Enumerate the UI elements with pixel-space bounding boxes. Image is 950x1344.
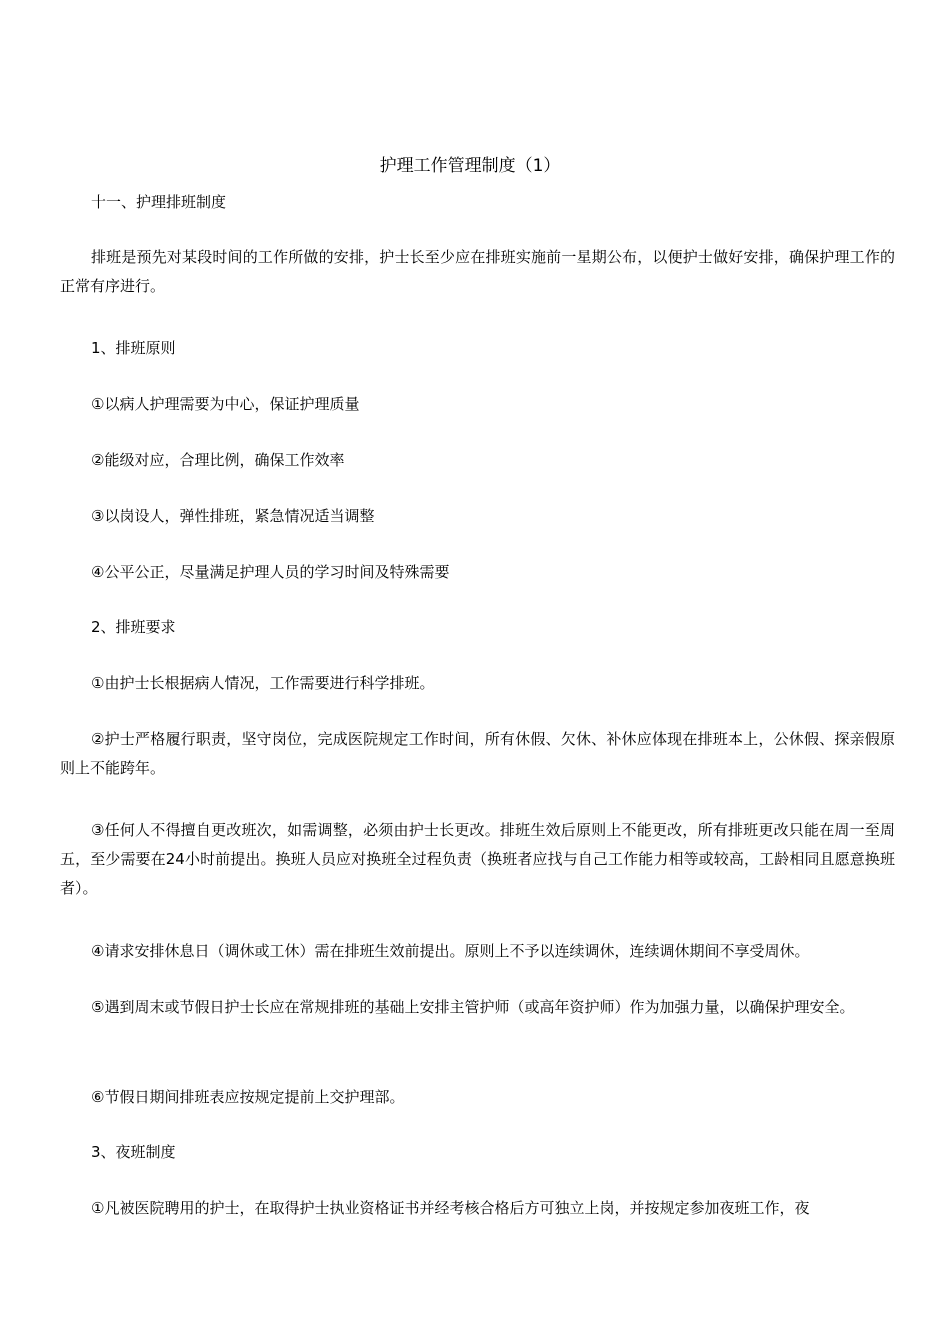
document-title: 护理工作管理制度（1） bbox=[379, 156, 561, 176]
requirement-item: ①由护士长根据病人情况，工作需要进行科学排班。 bbox=[91, 674, 435, 692]
night-shift-heading: 3、夜班制度 bbox=[91, 1143, 176, 1161]
requirement-item: ④请求安排休息日（调休或工休）需在排班生效前提出。原则上不予以连续调休，连续调休期间不享受周休。 bbox=[91, 942, 810, 960]
intro-paragraph: 排班是预先对某段时间的工作所做的安排，护士长至少应在排班实施前一星期公布，以便护士做好安排，确保护理工作的正常有序进行。 bbox=[60, 248, 895, 295]
night-shift-item: ①凡被医院聘用的护士，在取得护士执业资格证书并经考核合格后方可独立上岗，并按规定参加夜班工作，夜 bbox=[91, 1199, 810, 1217]
section-heading: 十一、护理排班制度 bbox=[91, 193, 227, 211]
requirement-item: ⑤遇到周末或节假日护士长应在常规排班的基础上安排主管护师（或高年资护师）作为加强力量，以确保护理安全。 bbox=[91, 998, 855, 1016]
principles-heading: 1、排班原则 bbox=[91, 339, 176, 357]
principle-item: ④公平公正，尽量满足护理人员的学习时间及特殊需要 bbox=[91, 563, 450, 581]
requirement-item: ③任何人不得擅自更改班次，如需调整，必须由护士长更改。排班生效后原则上不能更改，所有排班更改只能在周一至周五，至少需要在24小时前提出。换班人员应对换班全过程负责（换班者应找与自己工作能力相等或较高，工龄相同且愿意换班者）。 bbox=[60, 821, 895, 897]
requirements-heading: 2、排班要求 bbox=[91, 618, 176, 636]
principle-item: ②能级对应，合理比例，确保工作效率 bbox=[91, 451, 345, 469]
principle-item: ③以岗设人，弹性排班，紧急情况适当调整 bbox=[91, 507, 375, 525]
principle-item: ①以病人护理需要为中心，保证护理质量 bbox=[91, 395, 360, 413]
requirement-item: ②护士严格履行职责，坚守岗位，完成医院规定工作时间，所有休假、欠休、补休应体现在排班本上，公休假、探亲假原则上不能跨年。 bbox=[60, 730, 895, 777]
requirement-item: ⑥节假日期间排班表应按规定提前上交护理部。 bbox=[91, 1088, 405, 1106]
